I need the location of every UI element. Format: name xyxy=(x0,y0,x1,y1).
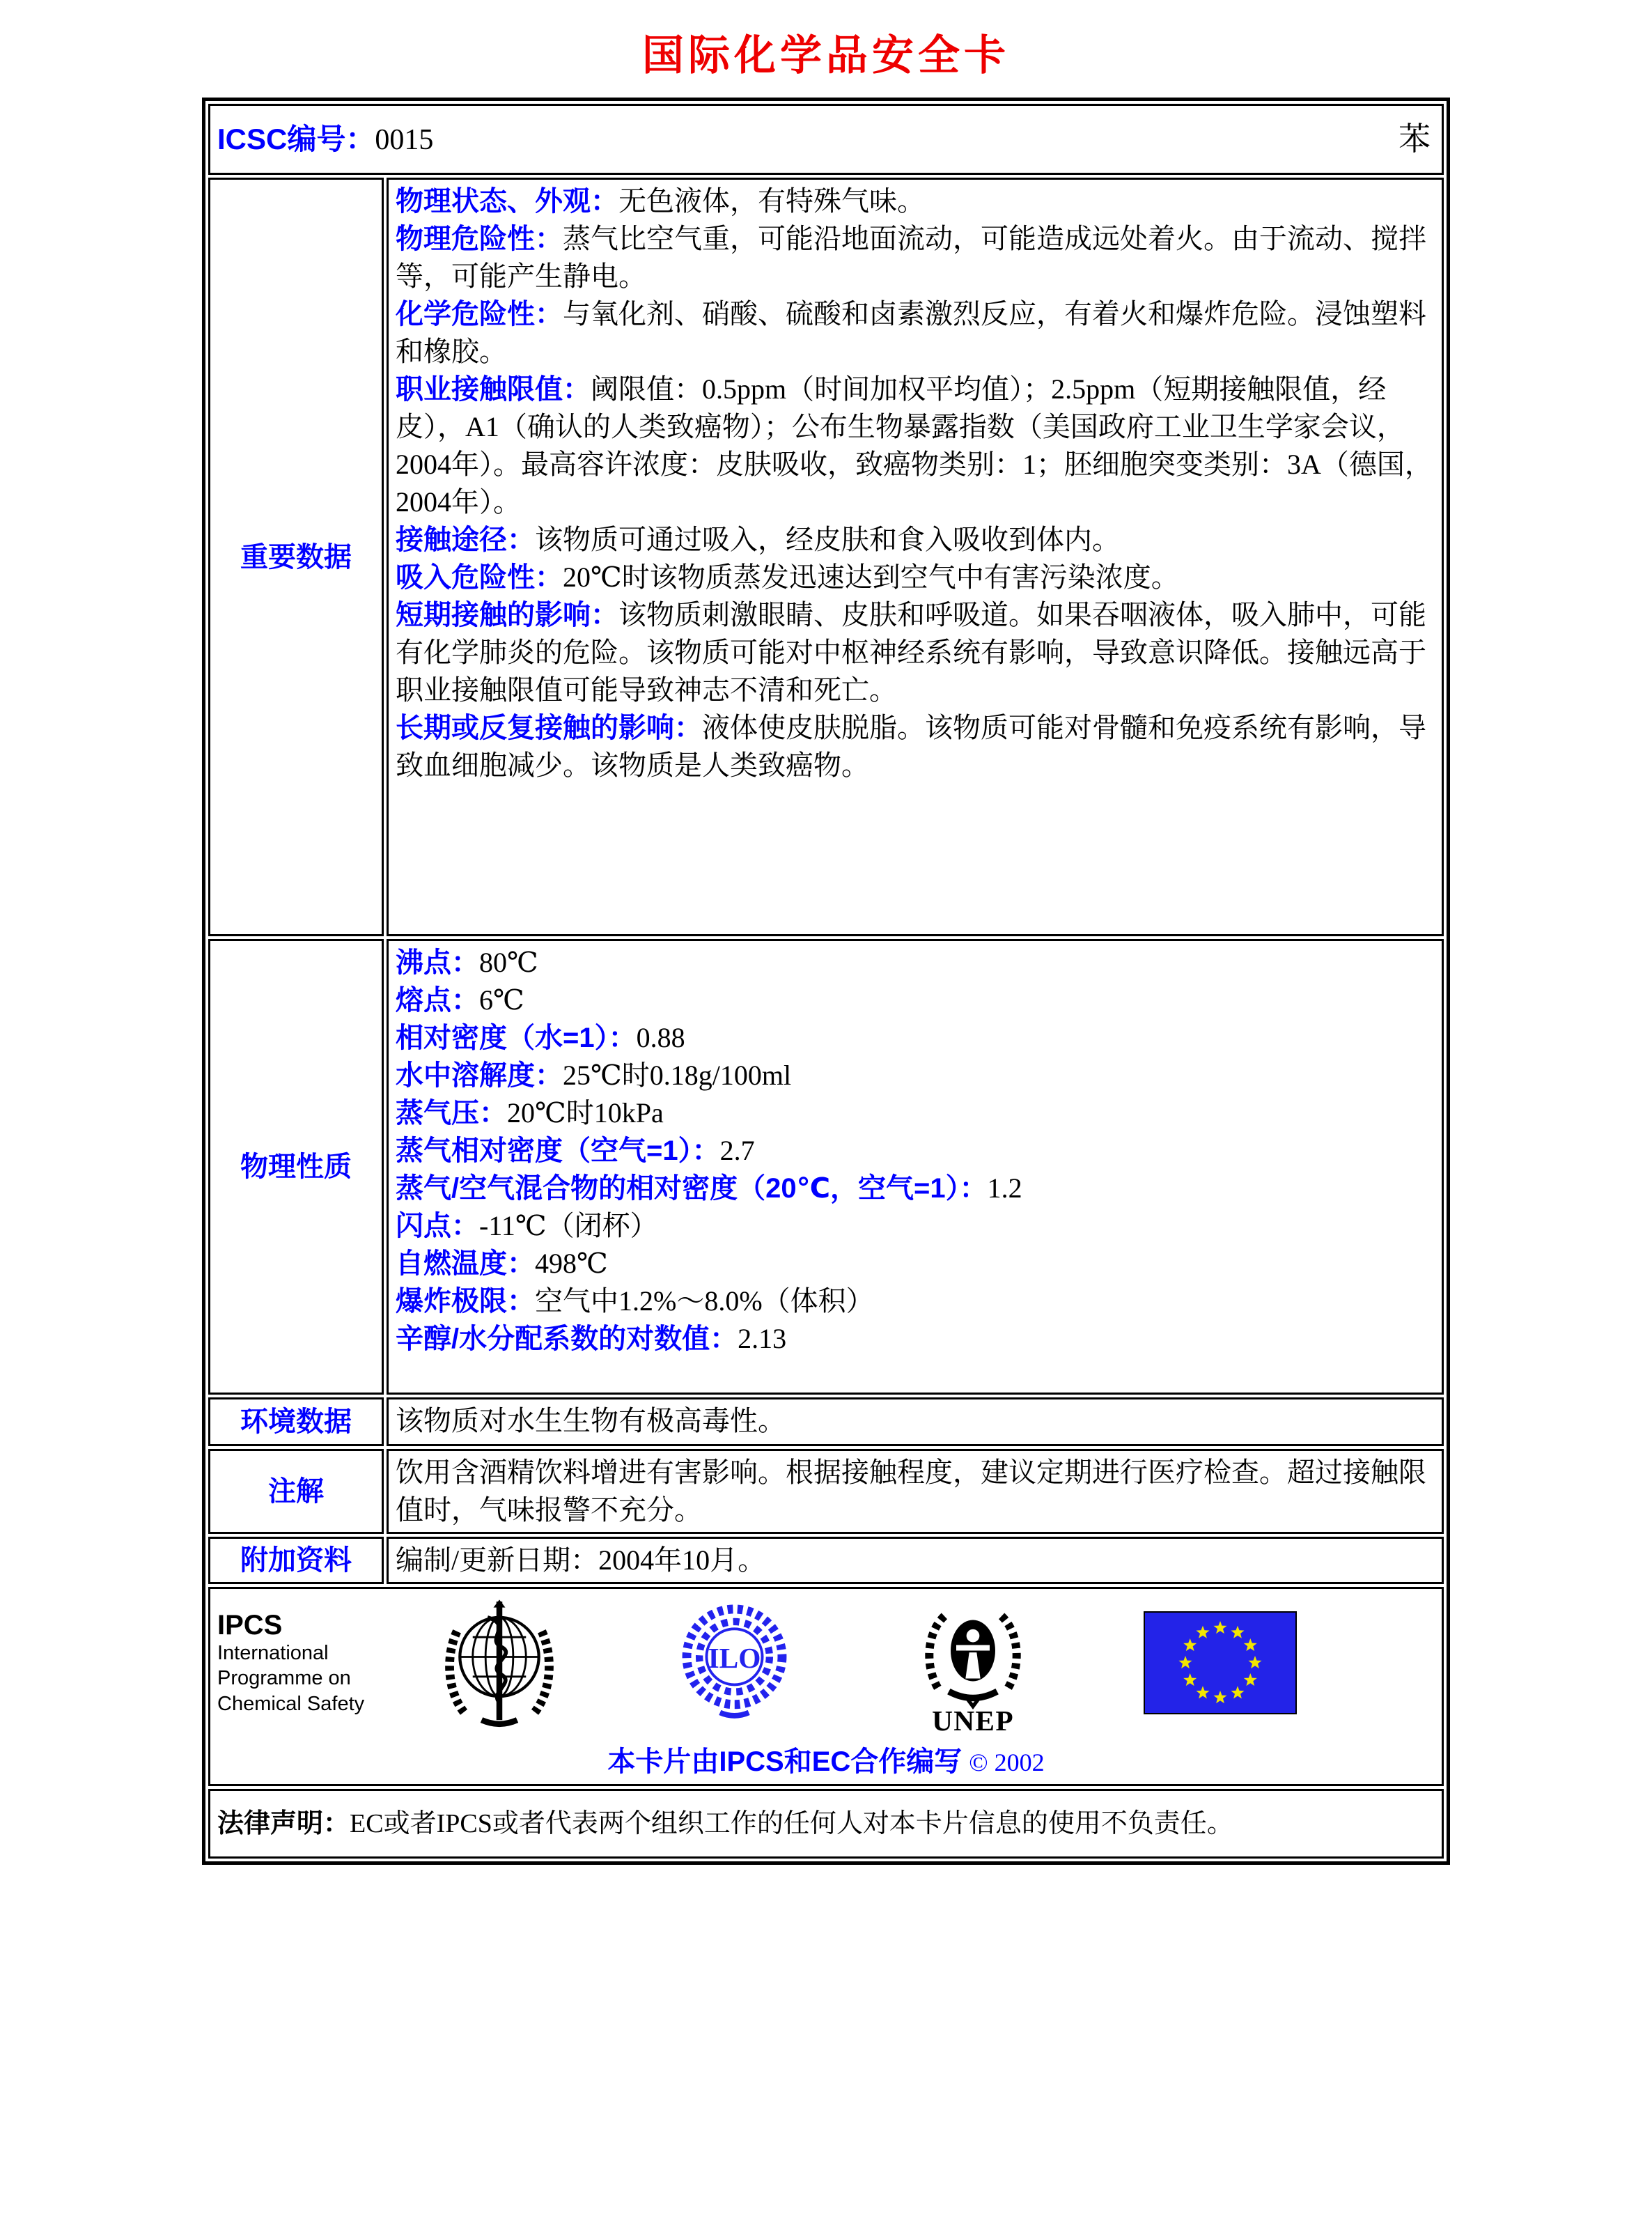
field-value: 无色液体，有特殊气味。 xyxy=(618,185,925,217)
icsc-number-group xyxy=(217,121,433,159)
field-key: 短期接触的影响： xyxy=(396,600,618,630)
property-key: 熔点： xyxy=(396,985,479,1016)
ipcs-acronym: IPCS xyxy=(217,1610,283,1641)
table-row-environmental-data xyxy=(208,1397,1444,1446)
property-key: 自燃温度： xyxy=(396,1248,535,1279)
field-key: 接触途径： xyxy=(396,525,535,555)
property-value: 6℃ xyxy=(479,984,524,1016)
field-key: 长期或反复接触的影响： xyxy=(396,713,702,743)
table-row-logos xyxy=(208,1587,1444,1786)
ilo-logo-icon xyxy=(680,1596,788,1725)
section-label-environmental-data: 环境数据 xyxy=(208,1397,384,1446)
field-key: 化学危险性： xyxy=(396,299,563,329)
table-row-legal-notice xyxy=(208,1789,1444,1859)
legal-notice-text: EC或者IPCS或者代表两个组织工作的任何人对本卡片信息的使用不负责任。 xyxy=(350,1809,1233,1838)
property-value: 25℃时0.18g/100ml xyxy=(563,1060,792,1091)
ipcs-text-block xyxy=(217,1592,391,1716)
icsc-number-label: ICSC编号： xyxy=(217,122,375,155)
field-key: 物理危险性： xyxy=(396,224,563,254)
property-key: 爆炸极限： xyxy=(396,1286,535,1317)
ipcs-line: Chemical Safety xyxy=(217,1692,365,1715)
property-value: 2.13 xyxy=(738,1323,787,1354)
section-content-additional-info xyxy=(387,1537,1444,1584)
legal-notice-cell xyxy=(208,1789,1444,1859)
unep-logo-icon xyxy=(917,1593,1029,1736)
section-label-additional-info: 附加资料 xyxy=(208,1537,384,1584)
property-key: 蒸气压： xyxy=(396,1098,507,1129)
additional-info-text: 编制/更新日期：2004年10月。 xyxy=(396,1544,766,1576)
page-title: 国际化学品安全卡 xyxy=(642,33,1010,79)
icsc-number-value: 0015 xyxy=(375,123,434,156)
section-label-notes: 注解 xyxy=(208,1449,384,1534)
property-value: 20℃时10kPa xyxy=(507,1097,664,1129)
who-logo-icon xyxy=(440,1593,559,1732)
property-value: -11℃（闭杯） xyxy=(479,1210,658,1241)
table-row-important-data xyxy=(208,178,1444,936)
notes-text: 饮用含酒精饮料增进有害影响。根据接触程度，建议定期进行医疗检查。超过接触限值时，气味报警不充分。 xyxy=(396,1457,1426,1526)
property-key: 蒸气/空气混合物的相对密度（20℃，空气=1）： xyxy=(396,1173,988,1204)
property-value: 2.7 xyxy=(719,1135,755,1166)
svg-text:UNEP: UNEP xyxy=(932,1705,1014,1736)
property-value: 0.88 xyxy=(636,1022,685,1053)
svg-text:ILO: ILO xyxy=(708,1641,761,1674)
field-value: 与氧化剂、硝酸、硫酸和卤素激烈反应，有着火和爆炸危险。浸蚀塑料和橡胶。 xyxy=(396,298,1426,367)
legal-notice-label: 法律声明： xyxy=(217,1809,350,1838)
eu-flag-icon xyxy=(1144,1611,1297,1714)
field-value: 该物质刺激眼睛、皮肤和呼吸道。如果吞咽液体，吸入肺中，可能有化学肺炎的危险。该物质可能对中枢神经系统有影响，导致意识降低。接触远高于职业接触限值可能导致神志不清和死亡。 xyxy=(396,599,1426,706)
property-key: 闪点： xyxy=(396,1211,479,1241)
property-value: 498℃ xyxy=(535,1248,608,1279)
property-key: 相对密度（水=1）： xyxy=(396,1023,637,1053)
cooperation-caption: 本卡片由IPCS和EC合作编写 xyxy=(607,1746,963,1777)
property-value: 80℃ xyxy=(479,947,538,978)
field-key: 吸入危险性： xyxy=(396,562,563,593)
logos-cell xyxy=(208,1587,1444,1786)
chemical-name: 苯 xyxy=(1398,121,1431,157)
footer-caption xyxy=(217,1743,1435,1781)
field-value: 液体使皮肤脱脂。该物质可能对骨髓和免疫系统有影响，导致血细胞减少。该物质是人类致癌物。 xyxy=(396,712,1426,781)
field-key: 物理状态、外观： xyxy=(396,186,618,217)
field-value: 该物质可通过吸入，经皮肤和食入吸收到体内。 xyxy=(535,524,1120,555)
section-content-notes xyxy=(387,1449,1444,1534)
table-row-header xyxy=(208,104,1444,175)
section-content-environmental-data xyxy=(387,1397,1444,1446)
property-key: 辛醇/水分配系数的对数值： xyxy=(396,1324,738,1354)
ipcs-line: Programme on xyxy=(217,1667,351,1690)
section-content-important-data xyxy=(387,178,1444,936)
field-value: 20℃时该物质蒸发迅速达到空气中有害污染浓度。 xyxy=(563,561,1179,593)
table-row-additional-info xyxy=(208,1537,1444,1584)
field-value: 蒸气比空气重，可能沿地面流动，可能造成远处着火。由于流动、搅拌等，可能产生静电。 xyxy=(396,223,1426,292)
property-value: 1.2 xyxy=(987,1172,1022,1204)
environmental-data-text: 该物质对水生生物有极高毒性。 xyxy=(396,1405,786,1436)
copyright-text: © 2002 xyxy=(969,1748,1045,1776)
header-cell xyxy=(208,104,1444,175)
section-label-important-data: 重要数据 xyxy=(208,178,384,936)
section-label-physical-properties: 物理性质 xyxy=(208,939,384,1395)
section-content-physical-properties xyxy=(387,939,1444,1395)
table-row-notes xyxy=(208,1449,1444,1534)
table-row-physical-properties xyxy=(208,939,1444,1395)
field-value: 阈限值：0.5ppm（时间加权平均值）；2.5ppm（短期接触限值，经皮），A1（确认的人类致癌物）；公布生物暴露指数（美国政府工业卫生学家会议，2004年）。最高容许浓度：皮肤吸收，致癌物类别：1；胚细胞突变类别：3A（德国，2004年）。 xyxy=(396,373,1433,518)
property-key: 水中溶解度： xyxy=(396,1060,563,1091)
property-value: 空气中1.2%～8.0%（体积） xyxy=(535,1285,874,1317)
ipcs-line: International xyxy=(217,1642,329,1664)
field-key: 职业接触限值： xyxy=(396,374,591,405)
property-key: 沸点： xyxy=(396,947,479,978)
icsc-table xyxy=(202,98,1450,1865)
property-key: 蒸气相对密度（空气=1）： xyxy=(396,1135,720,1166)
